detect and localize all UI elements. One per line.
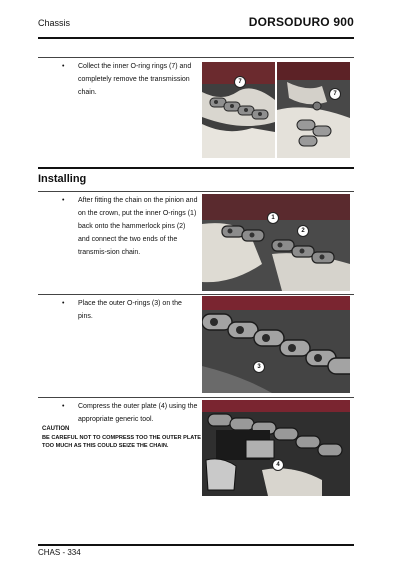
step-text-compress-plate: Compress the outer plate (4) using the appropriate generic tool. bbox=[78, 403, 198, 423]
section-divider bbox=[38, 167, 354, 169]
step-divider bbox=[38, 397, 354, 398]
step-bullet: • bbox=[62, 63, 65, 70]
step-bullet: • bbox=[62, 197, 65, 204]
photo-chain-removal-2 bbox=[277, 62, 350, 158]
step-divider bbox=[38, 191, 354, 192]
photo-outer-orings bbox=[202, 296, 350, 393]
footer-divider bbox=[38, 544, 354, 546]
step-divider bbox=[38, 57, 354, 58]
section-title-installing: Installing bbox=[38, 173, 87, 185]
step-text-removal: Collect the inner O-ring rings (7) and completely remove the transmission chain. bbox=[78, 63, 192, 96]
caution-text: BE CAREFUL NOT TO COMPRESS TOO THE OUTER PLATE TOO MUCH AS THIS COULD SEIZE THE CHAIN. bbox=[42, 435, 202, 449]
page-number: CHAS - 334 bbox=[38, 548, 81, 557]
photo-compress-plate bbox=[202, 400, 350, 496]
caution-label: CAUTION bbox=[42, 426, 70, 432]
step-bullet: • bbox=[62, 403, 65, 410]
header-divider bbox=[38, 37, 354, 39]
callout-3: 3 bbox=[253, 361, 265, 373]
callout-2: 2 bbox=[297, 225, 309, 237]
callout-7-left: 7 bbox=[234, 76, 246, 88]
callout-4: 4 bbox=[272, 459, 284, 471]
step-text-outer-orings: Place the outer O-rings (3) on the pins. bbox=[78, 300, 182, 320]
model-title: DORSODURO 900 bbox=[248, 15, 354, 29]
callout-1: 1 bbox=[267, 212, 279, 224]
photo-chain-connect bbox=[202, 194, 350, 291]
step-text-connect-chain: After fitting the chain on the pinion and on the crown, put the inner O-rings (1) back onto the hammerlock pins (2) and connect the two ends of the transmis-sion chain. bbox=[78, 197, 198, 256]
callout-7-right: 7 bbox=[329, 88, 341, 100]
step-divider bbox=[38, 294, 354, 295]
section-name: Chassis bbox=[38, 18, 71, 28]
step-bullet: • bbox=[62, 300, 65, 307]
